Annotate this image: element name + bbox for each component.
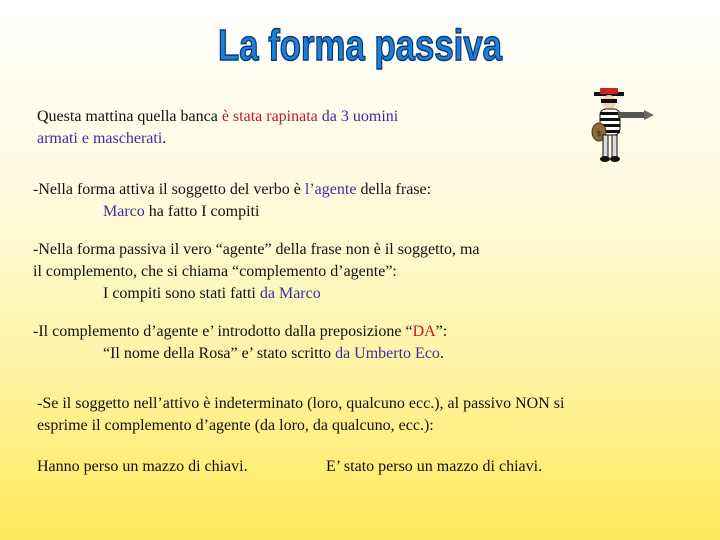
preposition-agent-highlight: da Umberto Eco bbox=[335, 345, 440, 362]
preposition-text-end: ”: bbox=[435, 323, 448, 340]
preposition-text: -Il complemento d’agente e’ introdotto dalla preposizione “ bbox=[33, 323, 413, 340]
svg-text:$: $ bbox=[596, 129, 602, 138]
indeterminate-line-1: -Se il soggetto nell’attivo è indeterminato (loro, qualcuno ecc.), al passivo NON si bbox=[37, 395, 565, 412]
active-form-text: -Nella forma attiva il soggetto del verbo è bbox=[33, 181, 305, 198]
robber-with-money-bag-icon bbox=[586, 88, 662, 164]
intro-sentence bbox=[37, 106, 398, 150]
passive-example-text: I compiti sono stati fatti bbox=[103, 285, 260, 302]
page-title bbox=[210, 12, 510, 74]
intro-verb-highlight: è stata rapinata bbox=[221, 108, 318, 125]
preposition-paragraph bbox=[33, 321, 447, 365]
passive-form-line-2: il complemento, che si chiama “complemento d’agente”: bbox=[33, 263, 397, 280]
passive-form-paragraph bbox=[33, 239, 480, 305]
indeterminate-line-2: esprime il complemento d’agente (da loro, da qualcuno, ecc.): bbox=[37, 417, 434, 434]
example-subject-highlight: Marco bbox=[103, 203, 145, 220]
indeterminate-subject-paragraph bbox=[37, 393, 564, 437]
intro-agent-highlight-2: armati e mascherati bbox=[37, 130, 163, 147]
active-example-text: ha fatto I compiti bbox=[144, 203, 260, 220]
active-form-text-end: della frase: bbox=[356, 181, 432, 198]
preposition-da-highlight: DA bbox=[412, 323, 436, 340]
active-form-paragraph bbox=[33, 179, 431, 223]
page-title-text: La forma passiva bbox=[218, 21, 503, 70]
passive-agent-highlight: da Marco bbox=[259, 285, 321, 302]
agent-highlight: l’agente bbox=[304, 181, 357, 198]
passive-form-line-1: -Nella forma passiva il vero “agente” della frase non è il soggetto, ma bbox=[33, 241, 480, 258]
active-example-sentence bbox=[37, 456, 248, 478]
active-example: Hanno perso un mazzo di chiavi. bbox=[37, 458, 248, 475]
preposition-example-text: “Il nome della Rosa” e’ stato scritto bbox=[103, 345, 336, 362]
intro-agent-highlight: da 3 uomini bbox=[317, 108, 399, 125]
intro-text: Questa mattina quella banca bbox=[37, 108, 222, 125]
preposition-example-period: . bbox=[439, 345, 444, 362]
intro-period: . bbox=[162, 130, 167, 147]
passive-example-sentence bbox=[326, 456, 542, 478]
passive-example: E’ stato perso un mazzo di chiavi. bbox=[326, 458, 543, 475]
